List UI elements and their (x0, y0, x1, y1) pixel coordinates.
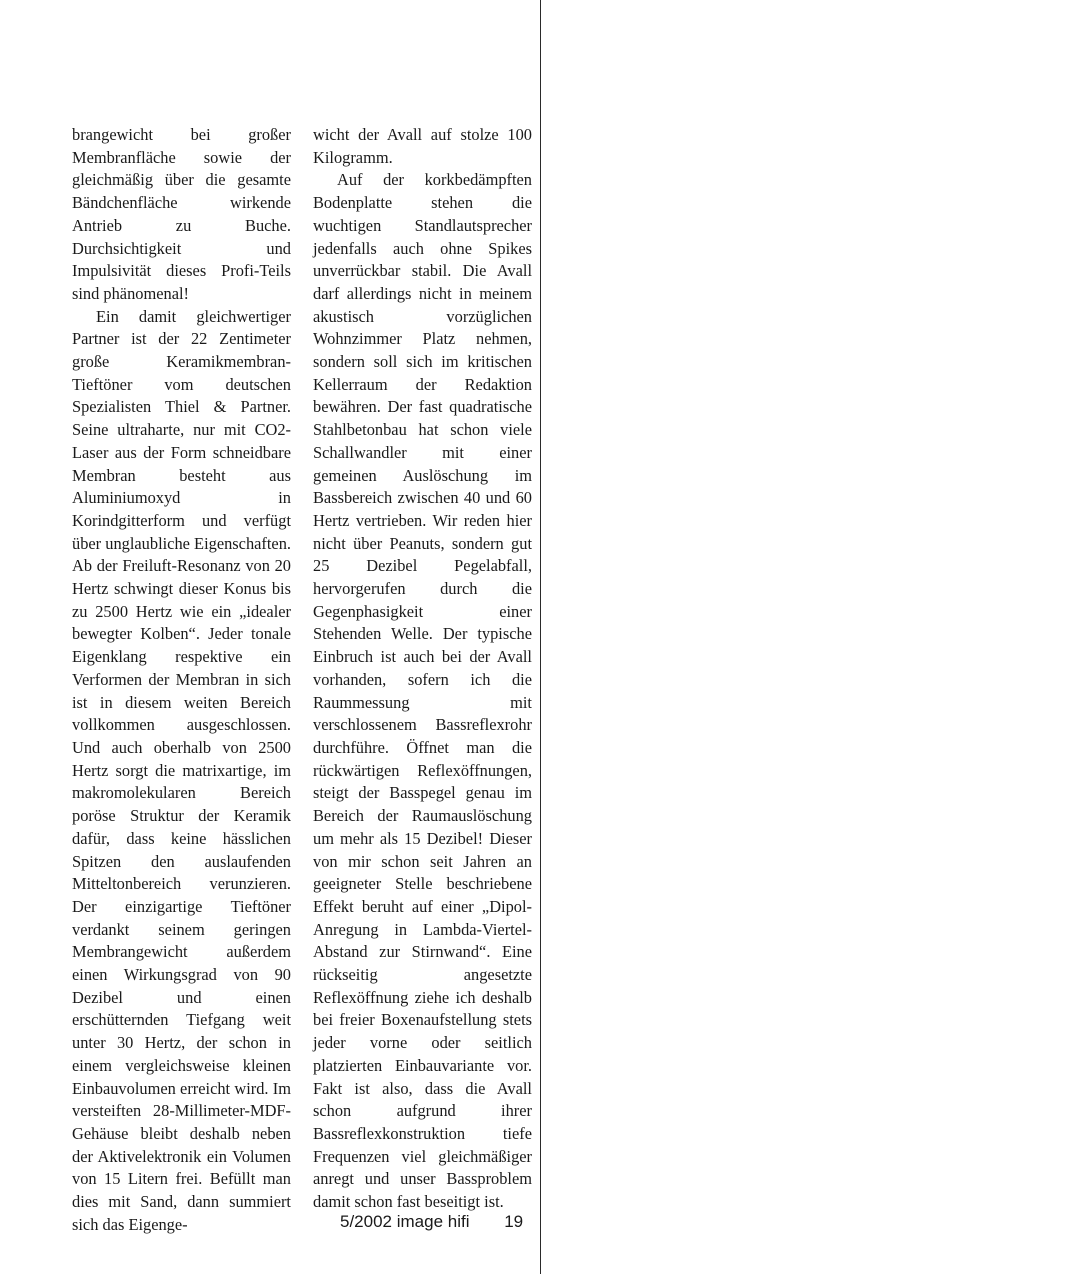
issue-label: 5/2002 image hifi (340, 1212, 470, 1231)
article-column-left (72, 124, 291, 1236)
page-number: 19 (504, 1212, 524, 1231)
article-column-right (313, 124, 532, 1214)
page-footer (340, 1212, 540, 1232)
article-paragraph: Ein damit gleichwertiger Partner ist der 22 Zentimeter große Keramikmembran-Tieftöner vom deutschen Spezialisten Thiel & Partner. Seine ultraharte, nur mit CO2-Laser aus der Form schneidbare Membran besteht aus Aluminiumoxyd in Korindgitterform und verfügt über unglaubliche Eigenschaften. Ab der Freiluft-Resonanz von 20 Hertz schwingt dieser Konus bis zu 2500 Hertz wie ein „idealer bewegter Kolben“. Jeder tonale Eigenklang respektive ein Verformen der Membran in sich ist in diesem weiten Bereich vollkommen ausgeschlossen. Und auch oberhalb von 2500 Hertz sorgt die matrixartige, im makromolekularen Bereich poröse Struktur der Keramik dafür, dass keine hässlichen Spitzen den auslaufenden Mitteltonbereich verunzieren. Der einzigartige Tieftöner verdankt seinem geringen Membrangewicht außerdem einen Wirkungsgrad von 90 Dezibel und einen erschütternden Tiefgang weit unter 30 Hertz, der schon in einem vergleichsweise kleinen Einbauvolumen erreicht wird. Im versteiften 28-Millimeter-MDF-Gehäuse bleibt deshalb neben der Aktivelektronik ein Volumen von 15 Litern frei. Befüllt man dies mit Sand, dann summiert sich das Eigenge- (72, 306, 291, 1234)
article-paragraph: wicht der Avall auf stolze 100 Kilogramm. (313, 125, 532, 167)
article-paragraph: brangewicht bei großer Membranfläche sowie der gleichmäßig über die gesamte Bändchenfläche wirkende Antrieb zu Buche. Durchsichtigkeit und Impulsivität dieses Profi-Teils sind phänomenal! (72, 125, 291, 303)
page-divider-line (540, 0, 541, 1274)
article-paragraph: Auf der korkbedämpften Bodenplatte stehen die wuchtigen Standlautsprecher jedenfalls auch ohne Spikes unverrückbar stabil. Die Avall darf allerdings nicht in meinem akustisch vorzüglichen Wohnzimmer Platz nehmen, sondern soll sich im kritischen Kellerraum der Redaktion bewähren. Der fast quadratische Stahlbetonbau hat schon viele Schallwandler mit einer gemeinen Auslöschung im Bassbereich zwischen 40 und 60 Hertz vertrieben. Wir reden hier nicht über Peanuts, sondern gut 25 Dezibel Pegelabfall, hervorgerufen durch die Gegenphasigkeit einer Stehenden Welle. Der typische Einbruch ist auch bei der Avall vorhanden, sofern ich die Raummessung mit verschlossenem Bassreflexrohr durchführe. Öffnet man die rückwärtigen Reflexöffnungen, steigt der Basspegel genau im Bereich der Raumauslöschung um mehr als 15 Dezibel! Dieser von mir schon seit Jahren an geeigneter Stelle beschriebene Effekt beruht auf einer „Dipol-Anregung in Lambda-Viertel-Abstand zur Stirnwand“. Eine rückseitig angesetzte Reflexöffnung ziehe ich deshalb bei freier Boxenaufstellung stets jeder vorne oder seitlich platzierten Einbauvariante vor. Fakt ist also, dass die Avall schon aufgrund ihrer Bassreflexkonstruktion tiefe Frequenzen viel gleichmäßiger anregt und unser Bassproblem damit schon fast beseitigt ist. (313, 170, 532, 1212)
